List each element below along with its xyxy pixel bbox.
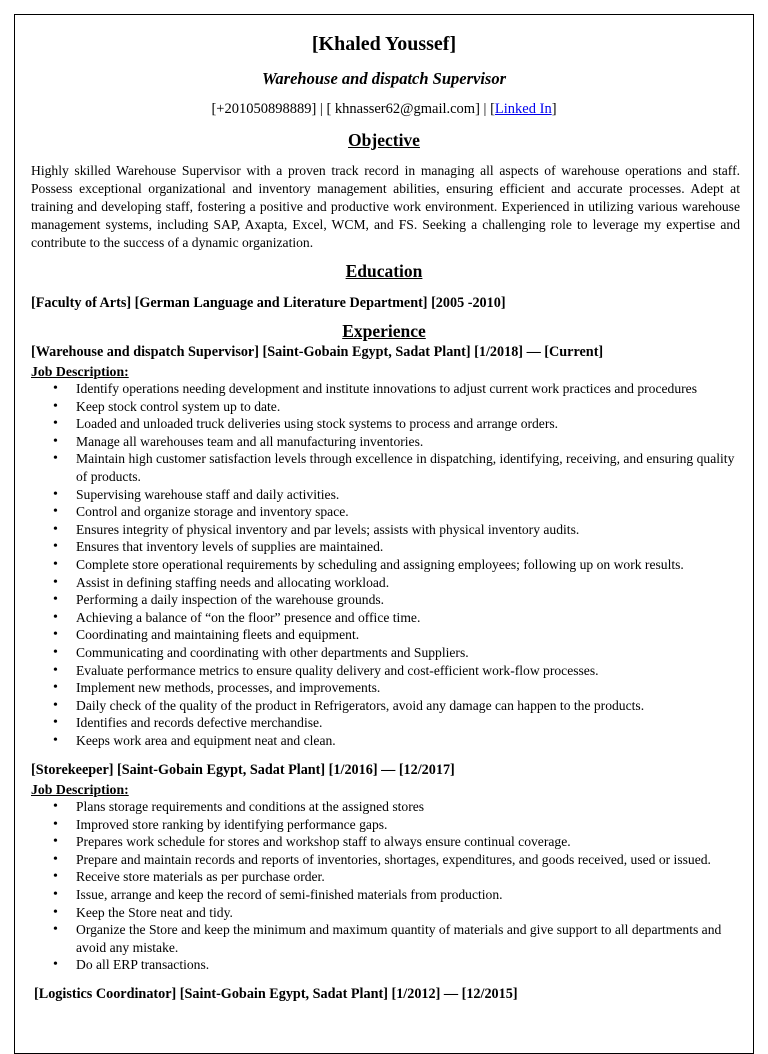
linkedin-link[interactable]: Linked In: [494, 101, 552, 117]
duty-item: • Communicating and coordinating with other departments and Suppliers.: [53, 644, 743, 662]
contact-separator: |: [316, 101, 327, 117]
duty-item: • Prepares work schedule for stores and workshop staff to always ensure continual coverage.: [53, 833, 743, 851]
duty-item: • Ensures integrity of physical inventory and par levels; assists with physical inventory audits.: [53, 521, 743, 539]
experience-heading: Experience: [342, 321, 426, 341]
linkedin-bracket-close: ]: [551, 101, 557, 117]
job-duties-list: [53, 798, 743, 974]
duty-item: • Complete store operational requirements by scheduling and assigning employees; following up on work results.: [53, 556, 743, 574]
duty-item: • Organize the Store and keep the minimum and maximum quantity of materials and give support to all departments and avoid any mistake.: [53, 921, 743, 956]
duty-item: • Improved store ranking by identifying performance gaps.: [53, 816, 743, 834]
education-heading: Education: [345, 261, 423, 281]
job-heading: [Logistics Coordinator] [Saint-Gobain Egypt, Sadat Plant] [1/2012] — [12/2015]: [34, 986, 518, 1002]
duty-item: • Coordinating and maintaining fleets and equipment.: [53, 626, 743, 644]
job-heading: [Storekeeper] [Saint-Gobain Egypt, Sadat Plant] [1/2016] — [12/2017]: [31, 762, 455, 778]
duty-item: • Keep stock control system up to date.: [53, 398, 743, 416]
duty-item: • Ensures that inventory levels of supplies are maintained.: [53, 538, 743, 556]
duty-item: • Implement new methods, processes, and improvements.: [53, 679, 743, 697]
duty-item: • Supervising warehouse staff and daily activities.: [53, 486, 743, 504]
objective-heading: Objective: [348, 130, 420, 150]
duty-item: • Performing a daily inspection of the warehouse grounds.: [53, 591, 743, 609]
job-duties-list: [53, 380, 743, 749]
duty-item: • Manage all warehouses team and all manufacturing inventories.: [53, 433, 743, 451]
duty-item: • Maintain high customer satisfaction levels through excellence in dispatching, identifying, receiving, and ensuring quality of products.: [53, 450, 743, 485]
duty-item: • Evaluate performance metrics to ensure quality delivery and cost-efficient work-flow processes.: [53, 662, 743, 680]
contact-line: [15, 101, 753, 118]
resume-page: [14, 14, 754, 1054]
duty-item: • Receive store materials as per purchase order.: [53, 868, 743, 886]
education-entry: [Faculty of Arts] [German Language and Literature Department] [2005 -2010]: [31, 295, 506, 311]
duty-item: • Prepare and maintain records and reports of inventories, shortages, expenditures, and goods received, used or issued.: [53, 851, 743, 869]
contact-separator: |: [479, 101, 491, 117]
duty-item: • Plans storage requirements and conditions at the assigned stores: [53, 798, 743, 816]
duty-item: • Achieving a balance of “on the floor” presence and office time.: [53, 609, 743, 627]
job-description-label: Job Description:: [31, 364, 129, 379]
job-heading: [Warehouse and dispatch Supervisor] [Saint-Gobain Egypt, Sadat Plant] [1/2018] — [Current]: [31, 344, 604, 360]
objective-text: Highly skilled Warehouse Supervisor with a proven track record in managing all aspects of warehouse operations and staff. Possess exceptional organizational and inventory management abilities, ensuring efficient and accurate processes. Adept at training and developing staff, fostering a positive and productive work environment. Experienced in utilizing various warehouse management systems, including SAP, Axapta, Excel, WCM, and FS. Seeking a challenging role to leverage my expertise and contribute to the success of a dynamic organization.: [31, 163, 740, 250]
duty-item: • Identifies and records defective merchandise.: [53, 714, 743, 732]
duty-item: • Daily check of the quality of the product in Refrigerators, avoid any damage can happen to the products.: [53, 697, 743, 715]
duty-item: • Keeps work area and equipment neat and clean.: [53, 732, 743, 750]
phone-number: [+201050898889]: [211, 101, 317, 117]
duty-item: • Loaded and unloaded truck deliveries using stock systems to process and arrange orders.: [53, 415, 743, 433]
job-description-label: Job Description:: [31, 782, 129, 797]
email-address: [ khnasser62@gmail.com]: [326, 101, 480, 117]
duty-item: • Do all ERP transactions.: [53, 956, 743, 974]
linkedin-bracket-open: [: [490, 101, 495, 117]
duty-item: • Identify operations needing development and institute innovations to adjust current work practices and procedures: [53, 380, 743, 398]
duty-item: • Assist in defining staffing needs and allocating workload.: [53, 574, 743, 592]
candidate-name: [Khaled Youssef]: [311, 33, 457, 55]
duty-item: • Keep the Store neat and tidy.: [53, 904, 743, 922]
duty-item: • Issue, arrange and keep the record of semi-finished materials from production.: [53, 886, 743, 904]
duty-item: • Control and organize storage and inventory space.: [53, 503, 743, 521]
job-title: Warehouse and dispatch Supervisor: [261, 69, 507, 88]
